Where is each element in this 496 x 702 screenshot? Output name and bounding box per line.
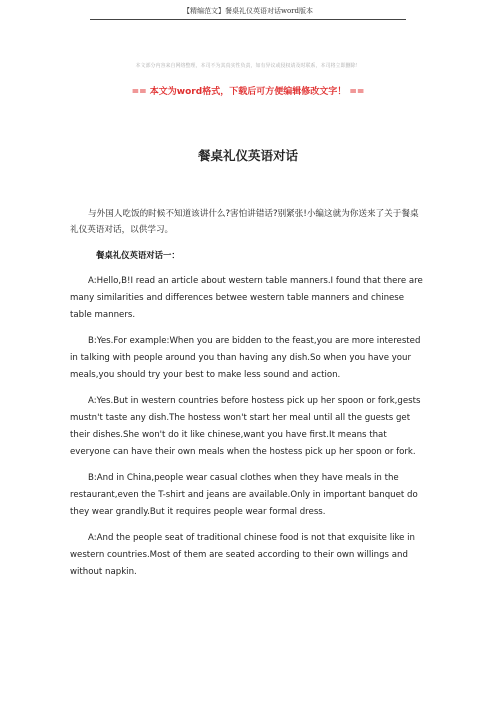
edit-banner: == 本文为word格式，下载后可方便编辑修改文字！ == [131,87,365,97]
disclaimer-text: 本文部分内容来自网络整理，本司不为其真实性负责，如有异议或侵权请及时联系，本司将立即删除！ [135,63,361,69]
dialogue-line: B:And in China,people wear casual clothes when they have meals in the restaurant,even the T-shirt and jeans are available.Only in important banquet do they wear grandly.But it requires people wear formal dress. [70,473,418,517]
dialogue-line: A:Yes.But in western countries before hostess pick up her spoon or fork,gests mustn't taste any dish.The hostess won't start her meal until all the guests get their dishes.She won't do it like chinese,want you have first.It means that everyone can have their own meals when the hostess pick up her spoon or fork. [70,396,421,457]
document-body [70,206,426,590]
dialogue-line: B:Yes.For example:When you are bidden to the feast,you are more interested in talking with people around you than having any dish.So when you have your meals,you should try your best to make less sound and action. [70,336,421,380]
header-divider [90,19,406,20]
dialogue-line: A:Hello,B!I read an article about western table manners.I found that there are many similarities and differences betwee western table manners and chinese table manners. [70,276,423,320]
document-header: 【精编范文】餐桌礼仪英语对话word版本 [182,7,314,15]
dialogue-line: A:And the people seat of traditional chinese food is not that exquisite like in western countries.Most of them are seated according to their own willings and without napkin. [70,533,416,577]
document-title: 餐桌礼仪英语对话 [197,148,298,163]
section-heading: 餐桌礼仪英语对话一： [96,250,180,260]
intro-paragraph: 与外国人吃饭的时候不知道该讲什么?害怕讲错话?别紧张!小编这就为你送来了关于餐桌礼仪英语对话，以供学习。 [70,209,419,235]
